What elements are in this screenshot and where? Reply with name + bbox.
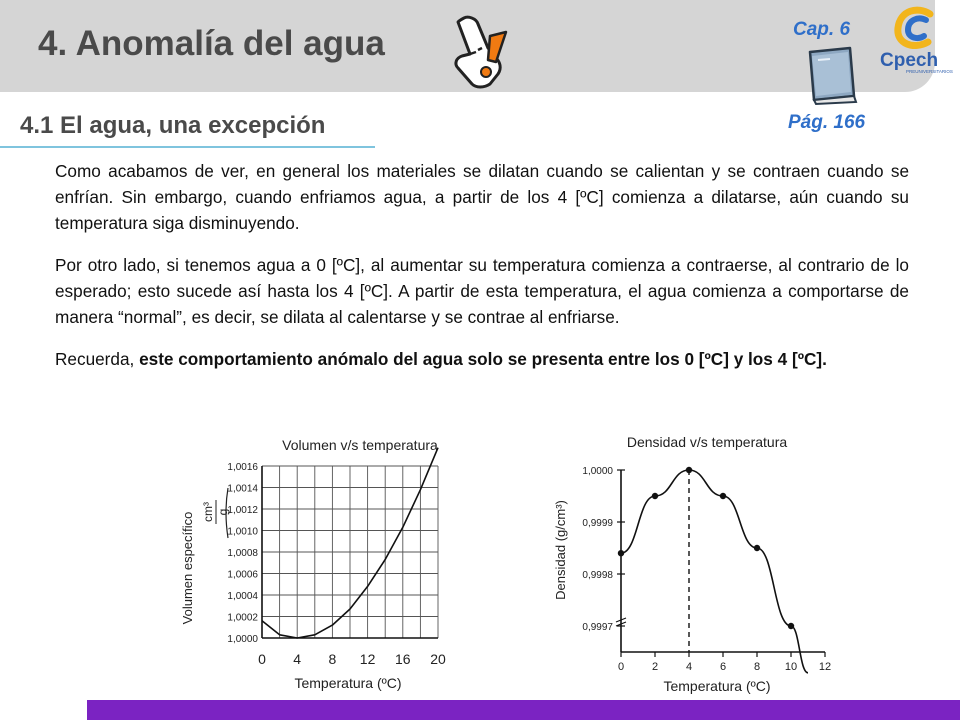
density-chart-xlabel: Temperatura (ºC)	[663, 678, 771, 694]
volume-chart-ticks	[227, 462, 446, 667]
density-data-point	[788, 623, 794, 629]
footer-bar	[87, 700, 960, 720]
cpech-logo	[878, 6, 956, 76]
x-tick-label: 12	[818, 661, 832, 673]
density-chart-ylabel: Densidad (g/cm³)	[553, 500, 568, 600]
logo-tagline: PREUNIVERSITARIOS	[906, 69, 953, 74]
x-tick-label: 12	[359, 651, 376, 667]
y-tick-label: 0,9999	[582, 518, 613, 529]
y-tick-label: 1,0010	[227, 526, 258, 538]
density-data-point	[686, 467, 692, 473]
y-tick-label: 1,0000	[582, 466, 613, 477]
x-tick-label: 10	[784, 661, 798, 673]
page-reference: Pág. 166	[788, 112, 866, 133]
book-icon	[804, 46, 860, 106]
paragraph-3-start: Recuerda,	[55, 349, 140, 369]
paragraph-3-end: .	[822, 349, 827, 369]
y-tick-label: 1,0008	[227, 548, 258, 559]
x-tick-label: 8	[328, 651, 337, 667]
y-tick-label: 1,0006	[227, 569, 258, 581]
y-tick-label: 1,0002	[227, 612, 258, 624]
x-tick-label: 20	[430, 651, 446, 667]
density-data-point	[652, 493, 658, 499]
y-tick-label: 0,9998	[582, 570, 613, 581]
y-tick-label: 1,0012	[227, 505, 258, 516]
volume-chart-unit-den: g	[216, 508, 230, 516]
body-text	[55, 158, 909, 388]
volume-chart-unit-num: cm³	[201, 502, 215, 522]
volume-chart-ylabel-group	[180, 512, 195, 625]
volume-chart-grid	[262, 466, 438, 638]
density-chart-ylabel-group	[553, 500, 568, 600]
x-tick-label: 0	[617, 661, 625, 673]
hand-pointer-icon	[448, 14, 518, 94]
density-data-point	[754, 545, 760, 551]
paragraph-2: Por otro lado, si tenemos agua a 0 [ºC], al aumentar su temperatura comienza a contraerse, al contrario de lo esperado; esto sucede así hasta los 4 [ºC]. A partir de esta temperatura, el agua comienza a comportarse de manera “normal”, es decir, se dilata al calentarse y se contrae al enfriarse.	[55, 255, 909, 327]
x-tick-label: 6	[719, 661, 727, 673]
section-subtitle: 4.1 El agua, una excepción	[20, 112, 326, 139]
paragraph-1: Como acabamos de ver, en general los materiales se dilatan cuando se calientan y se contraen cuando se enfrían. Sin embargo, cuando enfriamos agua, a partir de los 4 [ºC] comienza a dilatarse, aún cuando su temperatura siga disminuyendo.	[55, 161, 909, 233]
x-tick-label: 16	[395, 651, 411, 667]
subtitle-underline	[0, 146, 375, 148]
y-tick-label: 1,0000	[227, 634, 258, 645]
density-chart-series	[618, 467, 808, 673]
x-tick-label: 8	[753, 661, 761, 673]
y-tick-label: 1,0016	[227, 462, 258, 473]
x-tick-label: 2	[651, 661, 659, 673]
volume-chart	[170, 430, 470, 700]
page-title: 4. Anomalía del agua	[38, 24, 385, 63]
paragraph-3	[55, 346, 909, 372]
y-tick-label: 0,9997	[582, 622, 613, 633]
density-data-point	[618, 550, 624, 556]
density-chart-title: Densidad v/s temperatura	[626, 434, 788, 450]
chapter-label: Cap. 6	[793, 19, 851, 40]
volume-chart-title: Volumen v/s temperatura	[282, 437, 438, 453]
x-tick-label: 4	[293, 651, 302, 667]
y-tick-label: 1,0004	[227, 591, 258, 602]
logo-text: Cpech	[880, 50, 939, 71]
density-curve	[621, 470, 808, 673]
y-tick-label: 1,0014	[227, 483, 258, 495]
density-chart-ticks	[582, 466, 831, 673]
paragraph-3-bold: este comportamiento anómalo del agua solo se presenta entre los 0 [ºC] y los 4 [ºC]	[139, 349, 823, 369]
density-chart	[545, 430, 845, 700]
density-data-point	[720, 493, 726, 499]
x-tick-label: 4	[685, 661, 693, 673]
volume-chart-ylabel: Volumen específico	[180, 511, 195, 625]
x-tick-label: 0	[258, 651, 266, 667]
volume-chart-xlabel: Temperatura (ºC)	[294, 675, 402, 691]
